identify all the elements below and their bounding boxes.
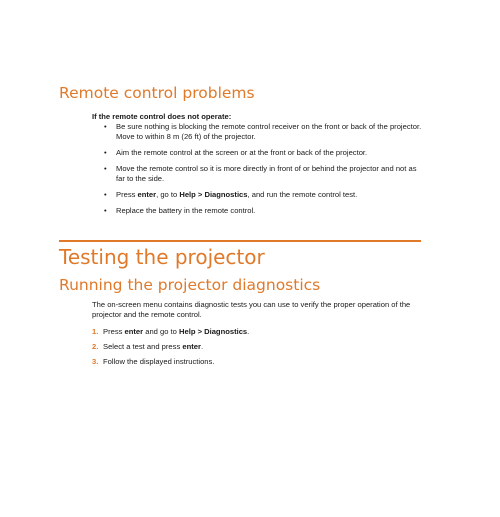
bold-term: enter [137, 190, 157, 199]
text-run: Press [103, 327, 125, 336]
diagnostics-steps-list [92, 327, 422, 372]
bold-term: enter [124, 327, 144, 336]
remote-condition-label: If the remote control does not operate: [92, 112, 232, 121]
text-run: . [247, 327, 250, 336]
text-run: Move the remote control so it is more directly in front of or behind the projector and not as far to the side. [116, 164, 417, 183]
list-item [92, 206, 422, 216]
text-run: . [200, 342, 204, 351]
step-number: 2. [92, 342, 99, 351]
text-run: Press [116, 190, 138, 199]
step-item [92, 327, 422, 337]
text-run: Be sure nothing is blocking the remote control receiver on the front or back of the projector. Move to within 8 m (26 ft) of the projector. [116, 122, 422, 141]
step-item [92, 357, 422, 367]
bullet-icon: • [104, 122, 107, 131]
text-run: , go to [156, 190, 180, 199]
list-item [92, 190, 422, 200]
text-run: , and run the remote control test. [247, 190, 358, 199]
remote-control-problems-heading: Remote control problems [59, 84, 255, 102]
bullet-icon: • [104, 164, 107, 173]
text-run: Follow the displayed instructions. [103, 357, 215, 366]
remote-troubleshooting-list [92, 122, 422, 222]
bold-term: Help > Diagnostics [179, 327, 248, 336]
running-diagnostics-heading: Running the projector diagnostics [59, 276, 321, 294]
step-number: 3. [92, 357, 99, 366]
text-run: Aim the remote control at the screen or at the front or back of the projector. [116, 148, 368, 157]
text-run: Replace the battery in the remote control. [116, 206, 256, 215]
text-run: Select a test and press [103, 342, 183, 351]
step-number: 1. [92, 327, 99, 336]
text-run: and go to [143, 327, 179, 336]
step-item [92, 342, 422, 352]
bullet-icon: • [104, 206, 107, 215]
list-item [92, 164, 422, 184]
bullet-icon: • [104, 190, 107, 199]
diagnostics-intro-paragraph: The on-screen menu contains diagnostic tests you can use to verify the proper operation of the projector and the remote control. [92, 300, 411, 319]
list-item [92, 122, 422, 142]
bullet-icon: • [104, 148, 107, 157]
list-item [92, 148, 422, 158]
bold-term: Help > Diagnostics [179, 190, 248, 199]
bold-term: enter [182, 342, 201, 351]
testing-projector-heading: Testing the projector [59, 245, 265, 269]
section-divider-rule [59, 240, 421, 242]
